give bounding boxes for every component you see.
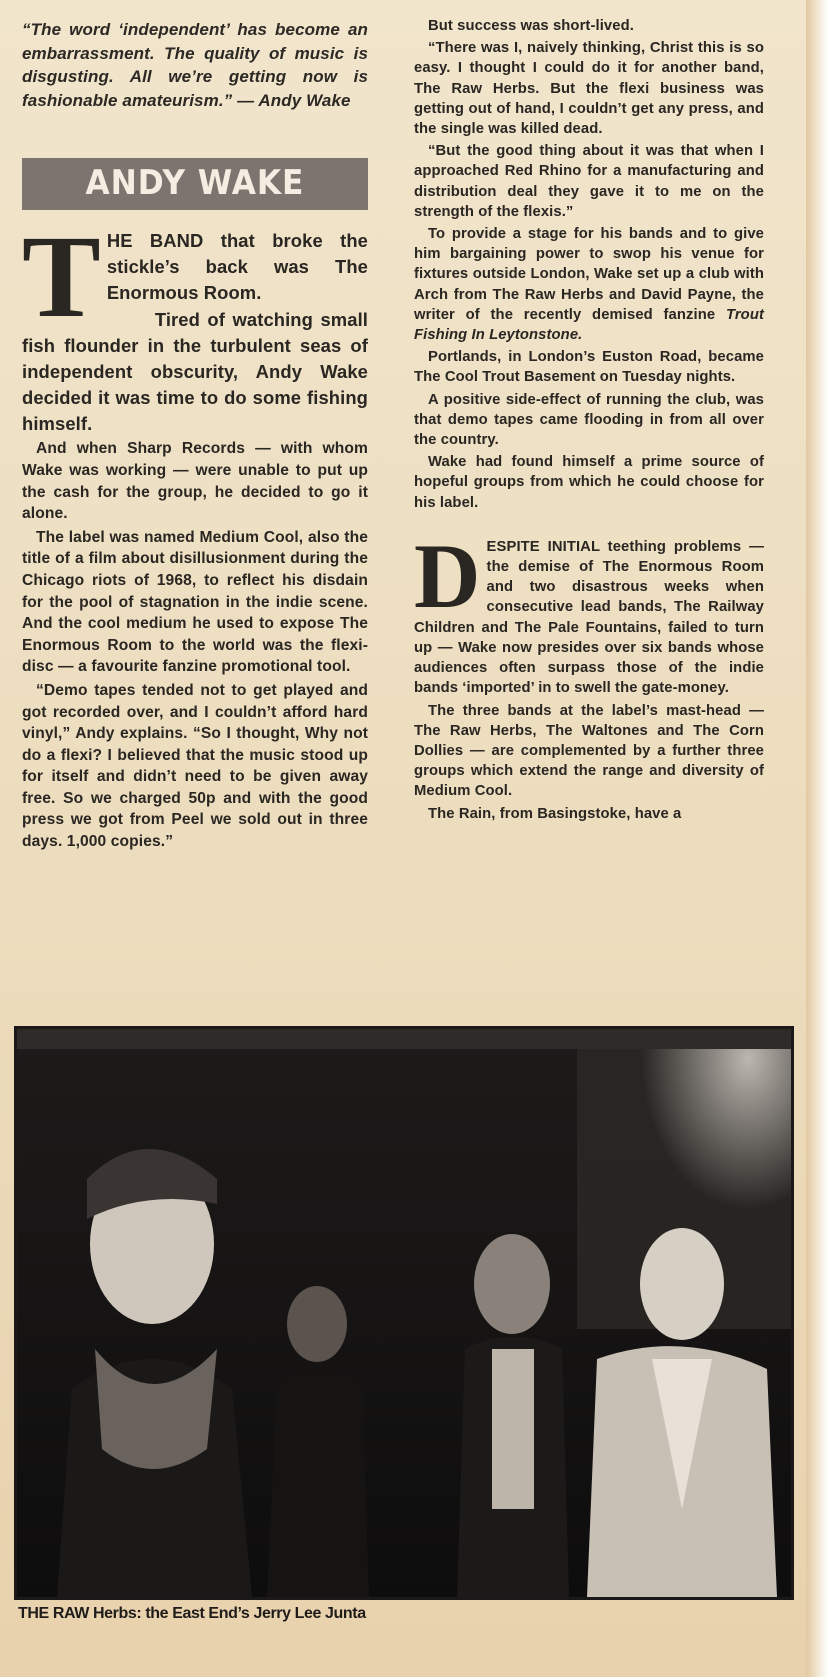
drop-cap-d: D [414, 524, 481, 627]
band-photo [14, 1026, 794, 1600]
page-edge [806, 0, 828, 1677]
left-column [22, 18, 368, 855]
lede-text: HE BAND that broke the stickle’s back was The Enormous Room. [106, 230, 368, 303]
body-paragraph: Wake had found himself a prime source of hopeful groups from which he could choose for his label. [414, 454, 764, 511]
lede-block [22, 211, 368, 436]
body-paragraph: “There was I, naively thinking, Christ this is so easy. I thought I could do it for another band, The Raw Herbs. But the flexi business was getting out of hand, I couldn’t get any press, and the single was killed dead. [414, 40, 764, 138]
paragraph-text: To provide a stage for his bands and to give him bargaining power to swop his venue for fixtures outside London, Wake set up a club with Arch from The Raw Herbs and David Payne, the writer of the recently demised fanzine [414, 226, 764, 323]
body-paragraph: A positive side-effect of running the club, was that demo tapes came flooding in from all over the country. [414, 391, 764, 449]
band-photo-image [17, 1029, 791, 1597]
headline-banner [22, 158, 368, 210]
right-column [414, 16, 764, 826]
body-paragraph: And when Sharp Records — with whom Wake was working — were unable to put up the cash for the group, he decided to go it alone. [22, 440, 368, 523]
fanzine-title: Trout Fishing In Leytonstone. [414, 306, 764, 344]
body-paragraph: “But the good thing about it was that when I approached Red Rhino for a manufacturing and distribution deal they gave it to me on the strength of the flexis.” [414, 143, 764, 220]
body-paragraph: The label was named Medium Cool, also the title of a film about disillusionment during the Chicago riots of 1968, to reflect his disdain for the pool of stagnation in the indie scene. And the cool medium he used to expose The Enormous Room to the world was the flexi-disc — a favourite fanzine promotional tool. [22, 528, 368, 676]
body-paragraph: Portlands, in London’s Euston Road, became The Cool Trout Basement on Tuesday nights. [414, 349, 764, 386]
body-paragraph: The three bands at the label’s mast-head — The Raw Herbs, The Waltones and The Corn Dollies — are complemented by a further three groups which extend the range and diversity of Medium Cool. [414, 702, 764, 800]
drop-cap-t: T [22, 211, 101, 342]
lede-text-2: Tired of watching small fish flounder in the turbulent seas of independent obscurity, Andy Wake decided it was time to do some fishing himself. [22, 309, 368, 434]
section-lede: ESPITE INITIAL teething problems — the demise of The Enormous Room and two disastrous weeks when consecutive lead bands, The Railway Children and The Pale Fountains, failed to turn up — Wake now presides over six bands whose audiences often surpass those of the indie bands ‘imported’ in to swell the gate-money. [414, 538, 764, 697]
photo-caption: THE RAW Herbs: the East End’s Jerry Lee Junta [18, 1605, 366, 1622]
body-paragraph: The Rain, from Basingstoke, have a [428, 805, 682, 822]
body-paragraph: But success was short-lived. [428, 18, 634, 34]
pull-quote: “The word ‘independent’ has become an embarrassment. The quality of music is disgusting. All we’re getting now is fashionable amateurism.” — Andy Wake [22, 20, 368, 110]
section-two [414, 524, 764, 824]
body-paragraph [414, 224, 764, 345]
headline: ANDY WAKE [85, 163, 305, 204]
body-paragraph: “Demo tapes tended not to get played and got recorded over, and I couldn’t afford hard vinyl,” Andy explains. “So I thought, Why not do a flexi? I believed that the music stood up for itself and didn’t need to be given away free. So we charged 50p and with the good press we got from Peel we sold out in three days. 1,000 copies.” [22, 681, 368, 851]
